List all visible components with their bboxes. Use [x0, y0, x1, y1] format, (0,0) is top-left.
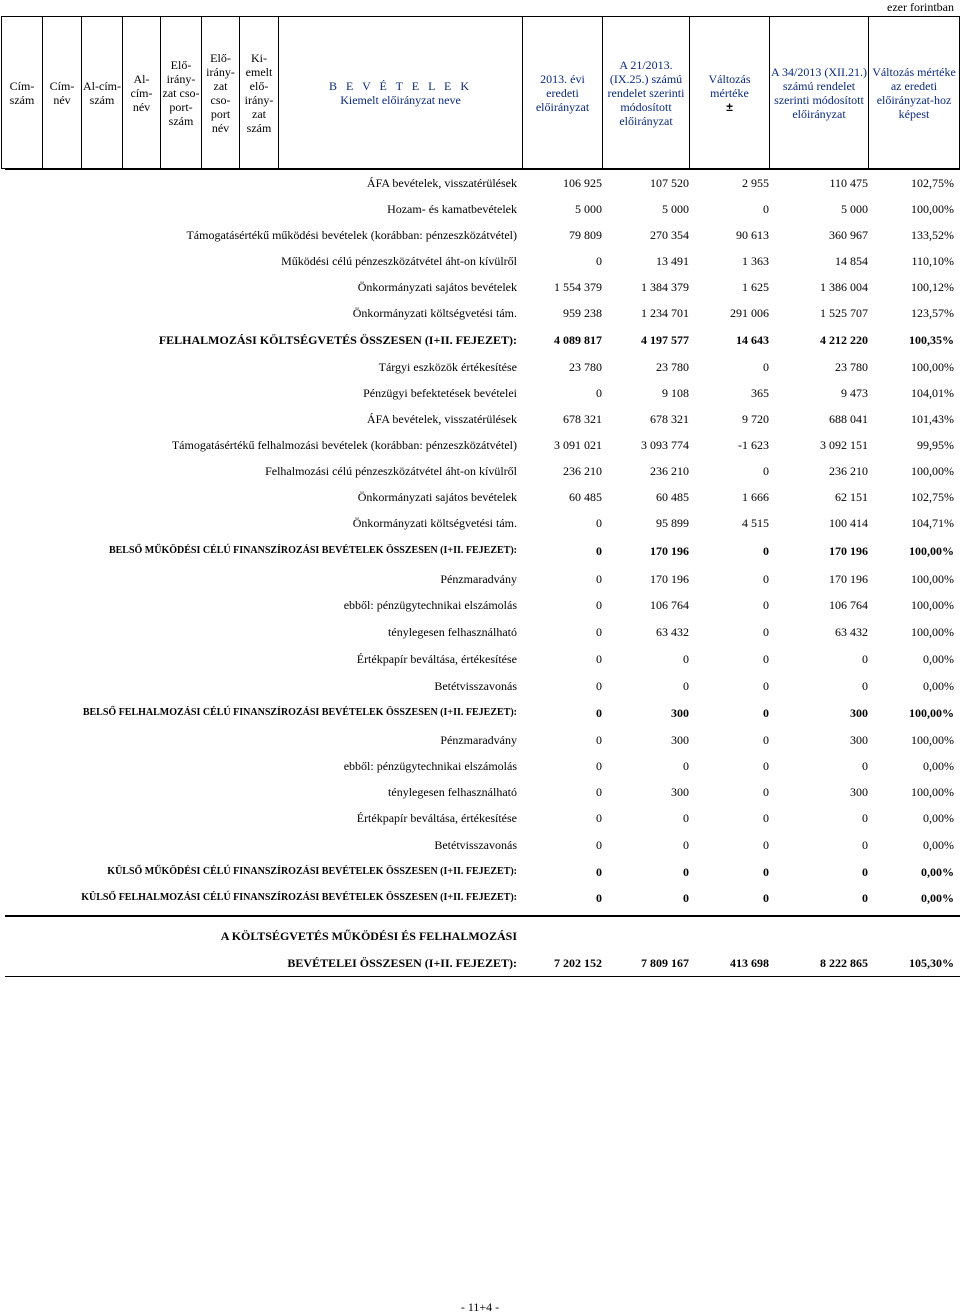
cell-arany: 100,00%: [911, 360, 954, 374]
cell-modositott-1: 170 196: [650, 544, 689, 558]
row-label: Működési célú pénzeszközátvétel áht-on kívülről: [281, 254, 517, 268]
cell-modositott-2: 14 854: [835, 254, 868, 268]
header-valtozas-merteke: Változás mértéke: [708, 71, 751, 100]
table-row: [0, 757, 960, 775]
row-label: BELSŐ MŰKÖDÉSI CÉLÚ FINANSZÍROZÁSI BEVÉTELEK ÖSSZESEN (I+II. FEJEZET):: [108, 545, 517, 556]
cell-modositott-2: 0: [862, 865, 868, 879]
table-row: [0, 809, 960, 827]
cell-valtozas: 14 643: [736, 333, 769, 347]
table-row: [0, 596, 960, 614]
grand-total-label-line2: BEVÉTELEI ÖSSZESEN (I+II. FEJEZET):: [287, 956, 517, 970]
cell-arany: 0,00%: [921, 891, 954, 905]
row-label: Betétvisszavonás: [434, 838, 517, 852]
cell-modositott-2: 62 151: [835, 490, 868, 504]
cell-eredeti: 0: [596, 838, 602, 852]
table-row: [0, 226, 960, 244]
table-row: [0, 650, 960, 668]
cell-arany: 100,00%: [911, 572, 954, 586]
cell-eredeti: 0: [596, 652, 602, 666]
row-label: ténylegesen felhasználható: [388, 785, 517, 799]
table-row: [0, 570, 960, 588]
cell-valtozas: 413 698: [730, 956, 769, 970]
cell-valtozas: 0: [763, 706, 769, 720]
cell-modositott-1: 300: [671, 785, 689, 799]
cell-modositott-1: 23 780: [656, 360, 689, 374]
cell-eredeti: 4 089 817: [554, 333, 602, 347]
cell-arany: 100,00%: [911, 733, 954, 747]
cell-arany: 100,12%: [911, 280, 954, 294]
table-row-total: [0, 331, 960, 349]
cell-valtozas: 0: [763, 838, 769, 852]
cell-arany: 100,00%: [909, 706, 954, 720]
cell-modositott-2: 0: [862, 811, 868, 825]
cell-arany: 100,00%: [909, 544, 954, 558]
row-label: Önkormányzati költségvetési tám.: [352, 306, 517, 320]
cell-arany: 0,00%: [923, 679, 954, 693]
row-label: Pénzmaradvány: [440, 733, 517, 747]
header-alcimszam: Al-cím-szám: [82, 17, 123, 169]
table-row: [0, 677, 960, 695]
cell-eredeti: 106 925: [563, 176, 602, 190]
cell-modositott-2: 300: [850, 706, 868, 720]
table-row: [0, 174, 960, 192]
cell-eredeti: 23 780: [569, 360, 602, 374]
cell-modositott-1: 0: [683, 811, 689, 825]
cell-eredeti: 0: [596, 572, 602, 586]
cell-eredeti: 678 321: [563, 412, 602, 426]
cell-arany: 104,71%: [911, 516, 954, 530]
cell-eredeti: 236 210: [563, 464, 602, 478]
cell-arany: 0,00%: [921, 865, 954, 879]
cell-valtozas: 0: [763, 891, 769, 905]
cell-modositott-2: 9 473: [841, 386, 868, 400]
header-eloiranyzat-csoport-szam: Elő-irány-zat cso-port-szám: [161, 17, 202, 169]
bottom-divider: [5, 976, 960, 977]
cell-valtozas: 0: [763, 785, 769, 799]
table-row-total: [0, 863, 960, 881]
row-label: KÜLSŐ MŰKÖDÉSI CÉLÚ FINANSZÍROZÁSI BEVÉTELEK ÖSSZESEN (I+II. FEJEZET):: [107, 866, 517, 877]
cell-valtozas: 0: [763, 733, 769, 747]
row-label: BELSŐ FELHALMOZÁSI CÉLÚ FINANSZÍROZÁSI BEVÉTELEK ÖSSZESEN (I+II. FEJEZET):: [82, 707, 517, 718]
cell-arany: 100,35%: [909, 333, 954, 347]
cell-eredeti: 0: [596, 785, 602, 799]
cell-modositott-1: 1 384 379: [641, 280, 689, 294]
cell-modositott-2: 170 196: [829, 544, 868, 558]
cell-arany: 0,00%: [923, 838, 954, 852]
cell-modositott-1: 170 196: [650, 572, 689, 586]
cell-arany: 123,57%: [911, 306, 954, 320]
cell-arany: 0,00%: [923, 652, 954, 666]
cell-arany: 0,00%: [923, 811, 954, 825]
table-row: [0, 436, 960, 454]
header-eloiranyzat-csoport-nev: Elő-irány-zat cso-port név: [202, 17, 240, 169]
cell-modositott-2: 110 475: [829, 176, 868, 190]
cell-arany: 105,30%: [909, 956, 954, 970]
cell-modositott-1: 1 234 701: [641, 306, 689, 320]
header-cimnev: Cím-név: [43, 17, 82, 169]
cell-eredeti: 0: [596, 544, 602, 558]
cell-valtozas: 0: [763, 360, 769, 374]
cell-modositott-1: 3 093 774: [641, 438, 689, 452]
cell-arany: 104,01%: [911, 386, 954, 400]
cell-modositott-1: 0: [683, 652, 689, 666]
cell-valtozas: 2 955: [742, 176, 769, 190]
cell-eredeti: 0: [596, 679, 602, 693]
cell-arany: 100,00%: [911, 202, 954, 216]
cell-eredeti: 0: [596, 759, 602, 773]
row-label: ebből: pénzügytechnikai elszámolás: [343, 759, 517, 773]
cell-valtozas: 0: [763, 464, 769, 478]
cell-valtozas: 1 363: [742, 254, 769, 268]
cell-valtozas: 0: [763, 544, 769, 558]
grand-total-label-line1: A KÖLTSÉGVETÉS MŰKÖDÉSI ÉS FELHALMOZÁSI: [220, 929, 517, 943]
cell-modositott-2: 1 525 707: [820, 306, 868, 320]
cell-modositott-2: 360 967: [829, 228, 868, 242]
cell-arany: 102,75%: [911, 490, 954, 504]
cell-arany: 102,75%: [911, 176, 954, 190]
row-label: Önkormányzati sajátos bevételek: [357, 280, 517, 294]
table-header: [1, 16, 960, 169]
cell-arany: 110,10%: [911, 254, 954, 268]
cell-modositott-1: 0: [683, 679, 689, 693]
table-row-total: [0, 889, 960, 907]
table-row: [0, 358, 960, 376]
cell-modositott-2: 23 780: [835, 360, 868, 374]
row-label: Pénzmaradvány: [440, 572, 517, 586]
table-row: [0, 488, 960, 506]
grand-total-row: [0, 954, 960, 972]
header-divider: [5, 169, 960, 170]
table-row: [0, 731, 960, 749]
header-valtozas-pm: ±: [726, 99, 733, 114]
cell-modositott-2: 300: [850, 785, 868, 799]
cell-eredeti: 1 554 379: [554, 280, 602, 294]
cell-modositott-2: 5 000: [841, 202, 868, 216]
row-label: Hozam- és kamatbevételek: [387, 202, 517, 216]
cell-modositott-1: 678 321: [650, 412, 689, 426]
cell-modositott-1: 95 899: [656, 516, 689, 530]
cell-eredeti: 7 202 152: [554, 956, 602, 970]
cell-valtozas: 0: [763, 811, 769, 825]
cell-arany: 99,95%: [917, 438, 954, 452]
cell-modositott-2: 300: [850, 733, 868, 747]
cell-modositott-2: 100 414: [829, 516, 868, 530]
cell-modositott-1: 4 197 577: [641, 333, 689, 347]
cell-modositott-1: 63 432: [656, 625, 689, 639]
table-row: [0, 304, 960, 322]
table-row: [0, 462, 960, 480]
grand-total-label-row: [0, 927, 960, 945]
row-label: ténylegesen felhasználható: [388, 625, 517, 639]
cell-eredeti: 959 238: [563, 306, 602, 320]
header-kiemelt-szam: Ki-emelt elő-irány-zat szám: [240, 17, 279, 169]
unit-label: ezer forintban: [887, 0, 954, 14]
cell-valtozas: 1 625: [742, 280, 769, 294]
cell-modositott-1: 7 809 167: [641, 956, 689, 970]
cell-modositott-1: 0: [683, 865, 689, 879]
row-label: Tárgyi eszközök értékesítése: [378, 360, 517, 374]
cell-modositott-2: 106 764: [829, 598, 868, 612]
row-label: Értékpapír beváltása, értékesítése: [356, 811, 517, 825]
cell-modositott-2: 170 196: [829, 572, 868, 586]
table-row: [0, 200, 960, 218]
cell-modositott-2: 688 041: [829, 412, 868, 426]
row-label: FELHALMOZÁSI KÖLTSÉGVETÉS ÖSSZESEN (I+II. FEJEZET):: [158, 333, 517, 347]
cell-arany: 100,00%: [911, 598, 954, 612]
cell-eredeti: 0: [596, 625, 602, 639]
row-label: Betétvisszavonás: [434, 679, 517, 693]
cell-valtozas: 0: [763, 652, 769, 666]
cell-modositott-1: 9 108: [662, 386, 689, 400]
header-kiemelt-nev: [279, 17, 523, 169]
cell-modositott-1: 0: [683, 838, 689, 852]
cell-eredeti: 5 000: [575, 202, 602, 216]
cell-valtozas: 1 666: [742, 490, 769, 504]
header-valtozas: [690, 17, 770, 169]
cell-valtozas: 291 006: [730, 306, 769, 320]
cell-arany: 0,00%: [923, 759, 954, 773]
cell-modositott-2: 0: [862, 679, 868, 693]
cell-modositott-2: 1 386 004: [820, 280, 868, 294]
cell-arany: 133,52%: [911, 228, 954, 242]
table-row: [0, 252, 960, 270]
cell-eredeti: 0: [596, 254, 602, 268]
cell-arany: 101,43%: [911, 412, 954, 426]
cell-eredeti: 0: [596, 865, 602, 879]
cell-modositott-1: 270 354: [650, 228, 689, 242]
cell-modositott-2: 0: [862, 652, 868, 666]
cell-eredeti: 0: [596, 891, 602, 905]
table-row: [0, 514, 960, 532]
row-label: Pénzügyi befektetések bevételei: [363, 386, 517, 400]
table-row: [0, 783, 960, 801]
table-row: [0, 278, 960, 296]
cell-arany: 100,00%: [911, 625, 954, 639]
table-row: [0, 836, 960, 854]
cell-modositott-1: 106 764: [650, 598, 689, 612]
cell-valtozas: 9 720: [742, 412, 769, 426]
header-eredeti-eloiranyzat: 2013. évi eredeti előirányzat: [523, 17, 603, 169]
cell-modositott-1: 300: [671, 706, 689, 720]
cell-eredeti: 60 485: [569, 490, 602, 504]
cell-valtozas: 0: [763, 625, 769, 639]
cell-modositott-2: 3 092 151: [820, 438, 868, 452]
cell-modositott-1: 107 520: [650, 176, 689, 190]
row-label: Támogatásértékű felhalmozási bevételek (korábban: pénzeszközátvétel): [171, 438, 517, 452]
row-label: ebből: pénzügytechnikai elszámolás: [343, 598, 517, 612]
cell-valtozas: 4 515: [742, 516, 769, 530]
cell-modositott-1: 5 000: [662, 202, 689, 216]
cell-eredeti: 0: [596, 386, 602, 400]
cell-modositott-2: 8 222 865: [820, 956, 868, 970]
table-row: [0, 384, 960, 402]
cell-eredeti: 0: [596, 516, 602, 530]
cell-modositott-2: 0: [862, 838, 868, 852]
cell-modositott-1: 0: [683, 891, 689, 905]
table-row: [0, 410, 960, 428]
grand-total-divider: [5, 915, 960, 917]
cell-modositott-2: 63 432: [835, 625, 868, 639]
page-number: - 11+4 -: [460, 1300, 500, 1314]
row-label: Támogatásértékű működési bevételek (korábban: pénzeszközátvétel): [186, 228, 517, 242]
cell-eredeti: 0: [596, 598, 602, 612]
cell-eredeti: 0: [596, 733, 602, 747]
header-modositott-2: A 34/2013 (XII.21.) számú rendelet szerinti módosított előirányzat: [770, 17, 869, 169]
header-kiemelt-eloiranyzat-neve: Kiemelt előirányzat neve: [340, 92, 461, 107]
cell-modositott-1: 300: [671, 733, 689, 747]
table-row: [0, 623, 960, 641]
row-label: Felhalmozási célú pénzeszközátvétel áht-on kívülről: [265, 464, 517, 478]
row-label: KÜLSŐ FELHALMOZÁSI CÉLÚ FINANSZÍROZÁSI BEVÉTELEK ÖSSZESEN (I+II. FEJEZET):: [81, 892, 517, 903]
cell-eredeti: 3 091 021: [554, 438, 602, 452]
row-label: Értékpapír beváltása, értékesítése: [356, 652, 517, 666]
header-alcimnev: Al-cím-név: [123, 17, 161, 169]
cell-valtozas: 0: [763, 679, 769, 693]
table-row-total: [0, 704, 960, 722]
cell-modositott-1: 13 491: [656, 254, 689, 268]
cell-eredeti: 0: [596, 706, 602, 720]
cell-modositott-2: 0: [862, 759, 868, 773]
cell-modositott-1: 60 485: [656, 490, 689, 504]
cell-valtozas: 0: [763, 572, 769, 586]
cell-valtozas: 0: [763, 598, 769, 612]
cell-valtozas: 0: [763, 865, 769, 879]
cell-modositott-2: 4 212 220: [820, 333, 868, 347]
cell-valtozas: -1 623: [738, 438, 769, 452]
cell-modositott-1: 0: [683, 759, 689, 773]
header-modositott-1: A 21/2013. (IX.25.) számú rendelet szerinti módosított előirányzat: [603, 17, 690, 169]
cell-valtozas: 365: [751, 386, 769, 400]
row-label: Önkormányzati költségvetési tám.: [352, 516, 517, 530]
row-label: ÁFA bevételek, visszatérülések: [366, 412, 517, 426]
row-label: Önkormányzati sajátos bevételek: [357, 490, 517, 504]
cell-valtozas: 0: [763, 759, 769, 773]
cell-modositott-2: 0: [862, 891, 868, 905]
header-cimszam: Cím-szám: [2, 17, 43, 169]
cell-eredeti: 79 809: [569, 228, 602, 242]
cell-eredeti: 0: [596, 811, 602, 825]
row-label: ÁFA bevételek, visszatérülések: [366, 176, 517, 190]
cell-arany: 100,00%: [911, 785, 954, 799]
cell-arany: 100,00%: [911, 464, 954, 478]
cell-valtozas: 0: [763, 202, 769, 216]
header-bevetelek: B E V É T E L E K: [328, 78, 472, 93]
cell-modositott-2: 236 210: [829, 464, 868, 478]
cell-modositott-1: 236 210: [650, 464, 689, 478]
header-valtozas-arany: Változás mértéke az eredeti előirányzat-hoz képest: [869, 17, 960, 169]
table-row-total: [0, 542, 960, 560]
cell-valtozas: 90 613: [736, 228, 769, 242]
